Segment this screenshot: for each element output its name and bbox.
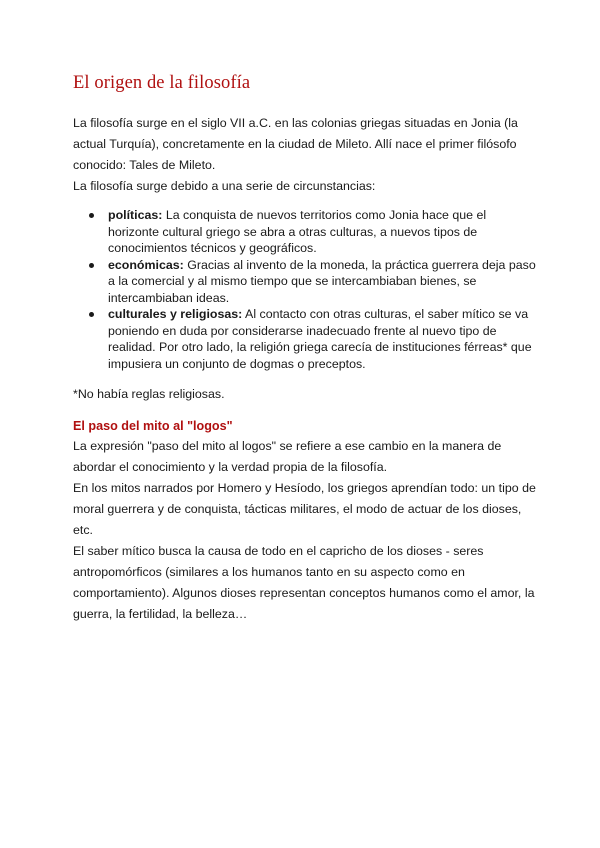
bullet-icon (89, 213, 94, 218)
intro-paragraph: La filosofía surge en el siglo VII a.C. en las colonias griegas situadas en Jonia (la actual Turquía), concretamente en la ciudad de Mileto. Allí nace el primer filósofo conocido: Tales de Mileto. (73, 116, 518, 172)
circumstances-list (89, 207, 540, 372)
list-item (89, 306, 540, 372)
bullet-icon (89, 312, 94, 317)
section-paragraph: La expresión "paso del mito al logos" se refiere a ese cambio en la manera de abordar el conocimiento y la verdad propia de la filosofía. (73, 439, 502, 474)
list-item-term: políticas: (108, 208, 163, 222)
intro-lead-paragraph: La filosofía surge debido a una serie de circunstancias: (73, 179, 376, 193)
list-item (89, 207, 540, 257)
list-item-term: culturales y religiosas: (108, 307, 243, 321)
bullet-icon (89, 263, 94, 268)
list-item-text: Al contacto con otras culturas, el saber mítico se va poniendo en duda por considerarse inadecuado frente al nuevo tipo de realidad. Por otro lado, la religión griega carecía de instituciones férreas* que impusiera un conjunto de dogmas o preceptos. (108, 307, 532, 371)
list-item-term: económicas: (108, 257, 184, 272)
section-heading: El paso del mito al "logos" (73, 419, 233, 433)
list-item-text: Gracias al invento de la moneda, la práctica guerrera deja paso a la comercial y al mismo tiempo que se intercambiaban bienes, se intercambiaban ideas. (108, 257, 536, 305)
section-paragraph: En los mitos narrados por Homero y Hesíodo, los griegos aprendían todo: un tipo de moral guerrera y de conquista, tácticas militares, el modo de actuar de los dioses, etc. (73, 481, 536, 537)
page-title: El origen de la filosofía (73, 73, 251, 93)
footnote: *No había reglas religiosas. (73, 387, 225, 401)
list-item (89, 257, 540, 307)
list-item-text: La conquista de nuevos territorios como Jonia hace que el horizonte cultural griego se abra a otras culturas, a nuevos tipos de conocimientos técnicos y geográficos. (108, 208, 487, 255)
section-paragraph: El saber mítico busca la causa de todo en el capricho de los dioses - seres antropomórficos (similares a los humanos tanto en su aspecto como en comportamiento). Algunos dioses representan conceptos humanos como el amor, la guerra, la fertilidad, la belleza… (73, 544, 535, 621)
